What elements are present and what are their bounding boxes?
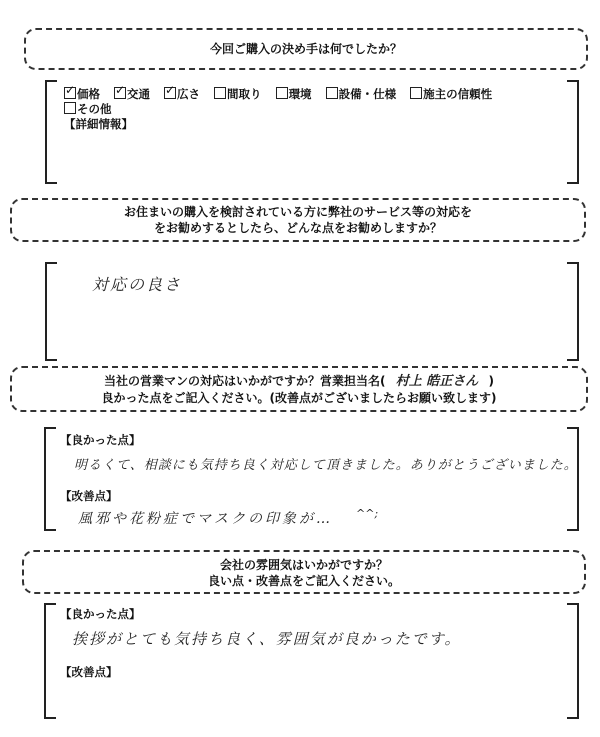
handwritten-good-answer: 挨拶がとても気持ち良く、雰囲気が良かったです。 — [72, 630, 462, 648]
option-builder-trust[interactable]: 施主の信頼性 — [410, 87, 492, 101]
handwritten-sales-name: 村上 皓正さん — [395, 374, 479, 389]
checkbox[interactable] — [64, 102, 76, 114]
checkbox[interactable] — [214, 87, 226, 99]
option-size[interactable]: ✓ 広さ — [164, 87, 200, 101]
question-box-sales-staff: 当社の営業マンの対応はいかがですか？営業担当名( 村上 皓正さん ) 良かった点をご記入ください。(改善点がございましたらお願い致します) — [10, 366, 588, 412]
question-box-recommend — [10, 198, 586, 242]
option-price[interactable]: ✓価格 — [64, 87, 100, 101]
answer-bracket-left — [45, 262, 57, 361]
details-label: 【詳細情報】 — [64, 117, 133, 131]
answer-bracket-left — [44, 427, 56, 531]
answer-bracket-left — [45, 80, 57, 184]
option-floorplan[interactable]: 間取り — [214, 87, 262, 101]
handwritten-good-answer: 明るくて、相談にも気持ち良く対応して頂きました。ありがとうございました。 — [74, 458, 578, 473]
checkbox[interactable] — [410, 87, 422, 99]
checkbox[interactable] — [114, 87, 126, 99]
question-text-line2: 良い点・改善点をご記入ください。 — [207, 574, 400, 588]
question-text-line2: 良かった点をご記入ください。(改善点がございましたらお願い致します) — [101, 391, 497, 405]
good-points-label: 【良かった点】 — [60, 607, 141, 621]
option-transport[interactable]: ✓ 交通 — [114, 87, 150, 101]
question-box-decision-factor — [24, 28, 588, 70]
improvement-label: 【改善点】 — [60, 489, 118, 503]
handwritten-improvement-answer: 風邪や花粉症でマスクの印象が… — [78, 511, 333, 527]
improvement-label: 【改善点】 — [60, 665, 118, 679]
question-text-line1: お住まいの購入を検討されている方に弊社のサービス等の対応を — [123, 205, 472, 219]
checkbox[interactable] — [64, 87, 76, 99]
checkbox[interactable] — [276, 87, 288, 99]
checkbox[interactable] — [164, 87, 176, 99]
checkbox[interactable] — [326, 87, 338, 99]
answer-bracket-right — [567, 603, 579, 719]
question-text: 今回ご購入の決め手は何でしたか？ — [209, 42, 402, 56]
good-points-label: 【良かった点】 — [60, 433, 141, 447]
handwritten-emoticon: ^^; — [356, 507, 379, 520]
option-environment[interactable]: 環境 — [276, 87, 312, 101]
answer-bracket-right — [567, 80, 579, 184]
question-text-line2: をお勧めするとしたら、どんな点をお勧めしますか？ — [153, 221, 442, 235]
option-equipment[interactable]: 設備・仕様 — [326, 87, 397, 101]
decision-checkbox-list — [64, 87, 492, 132]
answer-bracket-left — [44, 603, 56, 719]
answer-bracket-right — [567, 427, 579, 531]
handwritten-answer: 対応の良さ — [92, 275, 183, 294]
question-text-line1: 当社の営業マンの対応はいかがですか？営業担当名( — [104, 374, 386, 388]
question-box-company-atmosphere — [22, 550, 586, 594]
question-text-line1: 会社の雰囲気はいかがですか？ — [219, 558, 388, 572]
answer-bracket-right — [567, 262, 579, 361]
option-other[interactable]: その他 — [64, 102, 112, 116]
